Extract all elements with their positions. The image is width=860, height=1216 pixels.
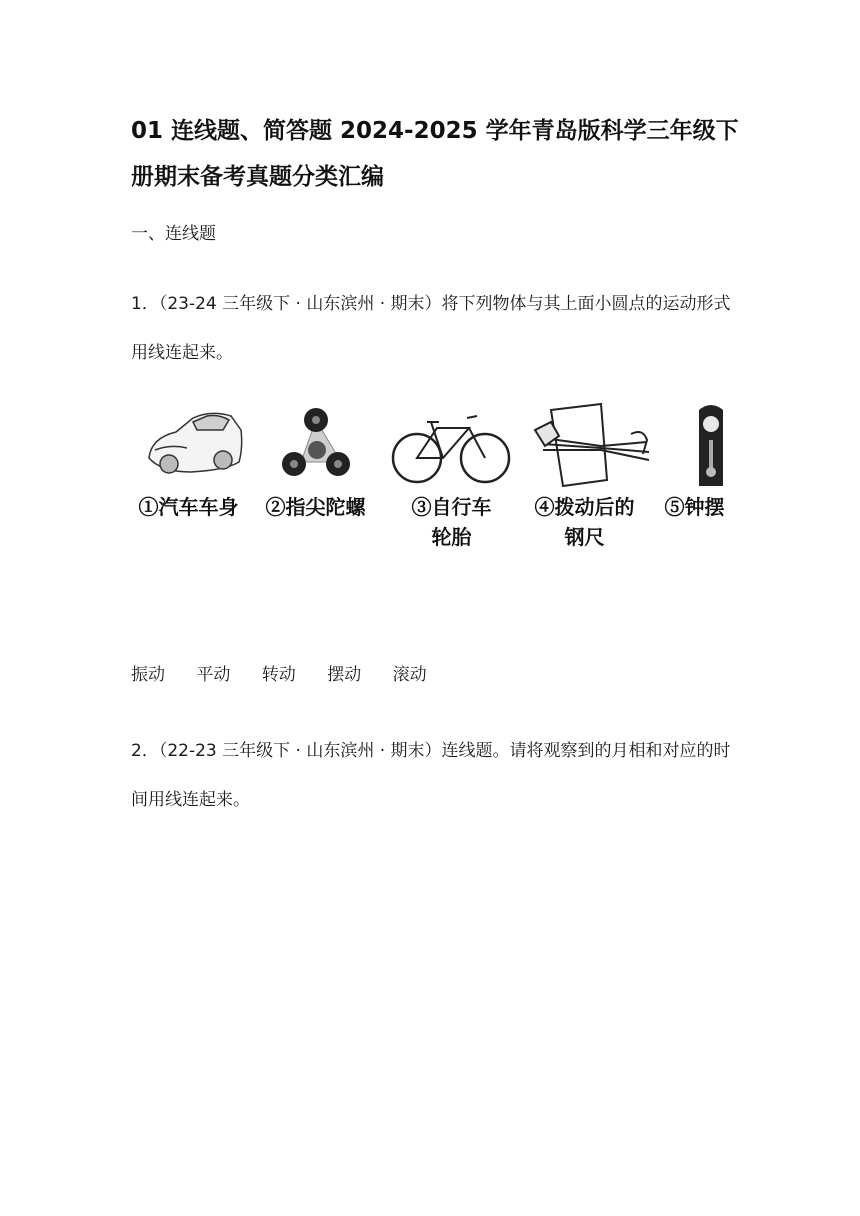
- toy-car-icon: [149, 413, 242, 473]
- motion-option: 振动: [131, 665, 165, 685]
- pendulum-clock-icon: [699, 405, 723, 486]
- item-caption-1: ①汽车车身: [138, 495, 239, 519]
- question-1-figure: [131, 400, 736, 560]
- item-caption-2: ②指尖陀螺: [265, 495, 366, 519]
- motion-option: 平动: [196, 665, 231, 685]
- bicycle-icon: [393, 416, 509, 482]
- item-caption-4: ④拨动后的 钢尺: [534, 495, 635, 549]
- figure-illustrations: [131, 400, 736, 495]
- motion-options: [131, 660, 453, 690]
- vibrating-ruler-icon: [535, 404, 649, 486]
- question-2-text: 2．（22-23 三年级下 · 山东滨州 · 期末）连线题。请将观察到的月相和对应的时间用线连起来。: [131, 741, 731, 810]
- question-1-text: 1．（23-24 三年级下 · 山东滨州 · 期末）将下列物体与其上面小圆点的运动形式用线连起来。: [131, 294, 731, 363]
- motion-option: 转动: [261, 665, 296, 685]
- motion-option: 摆动: [327, 665, 362, 685]
- document-title: 01 连线题、简答题 2024-2025 学年青岛版科学三年级下册期末备考真题分类汇编: [131, 118, 739, 190]
- section-heading: 一、连线题: [131, 224, 216, 244]
- item-caption-3: ③自行车 轮胎: [411, 495, 492, 549]
- fidget-spinner-icon: [282, 408, 350, 476]
- item-caption-5: ⑤钟摆: [664, 495, 725, 519]
- motion-option: 滚动: [392, 665, 427, 685]
